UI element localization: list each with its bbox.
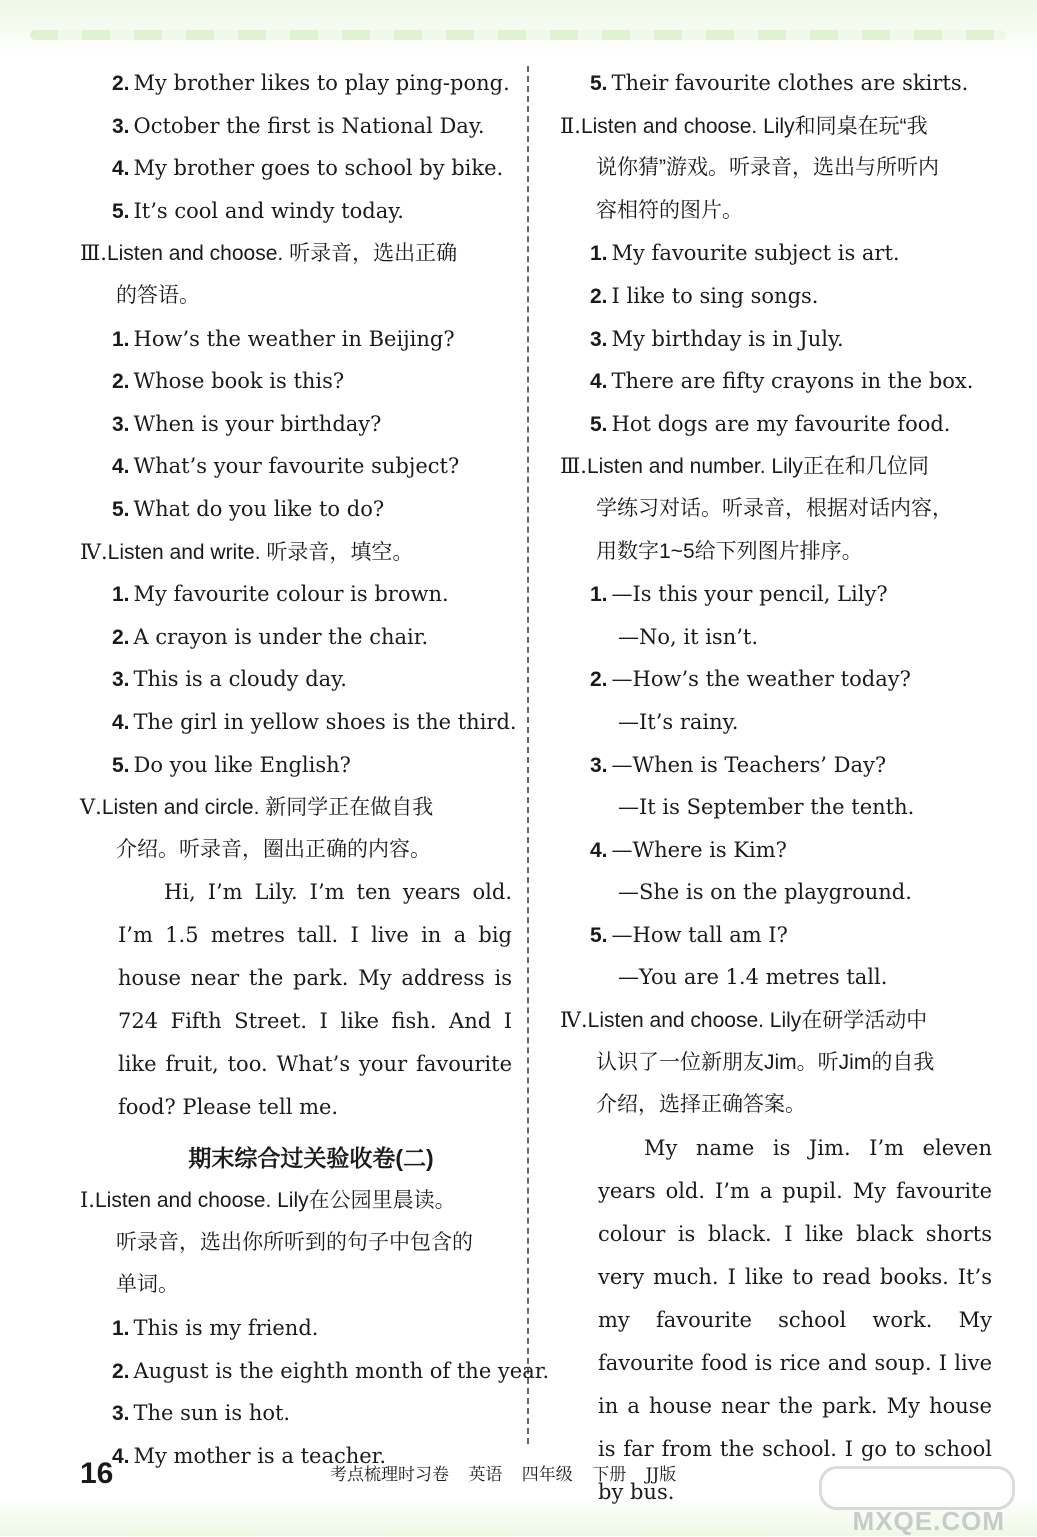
section-heading-continuation: 容相符的图片。: [596, 198, 743, 222]
section-heading-continuation: 介绍。听录音，圈出正确的内容。: [116, 837, 431, 861]
top-decoration-band: [0, 0, 1037, 52]
section-heading-continuation: 介绍，选择正确答案。: [596, 1093, 806, 1117]
dialogue-answer: —It is September the tenth.: [618, 795, 915, 820]
section-heading-4-right: Ⅳ.Listen and choose. Lily在研学活动中: [560, 1008, 928, 1033]
list-item: 1. How’s the weather in Beijing?: [112, 326, 455, 351]
section-heading-continuation: 用数字1~5给下列图片排序。: [596, 539, 863, 563]
list-item: 5. Their favourite clothes are skirts.: [590, 71, 969, 95]
section-heading-2: Ⅱ.Listen and choose. Lily和同桌在玩“我: [560, 113, 928, 138]
list-item: 5. Do you like English?: [112, 752, 351, 777]
section-heading-continuation: 学练习对话。听录音，根据对话内容，: [596, 496, 953, 520]
list-item: 4. My brother goes to school by bike.: [112, 156, 504, 181]
list-item: 5. Hot dogs are my favourite food.: [590, 411, 951, 436]
section-heading-continuation: 单词。: [116, 1273, 179, 1297]
dialogue-question: 2. —How’s the weather today?: [590, 667, 911, 692]
list-item: 2. Whose book is this?: [112, 369, 345, 394]
watermark-badge-icon: [819, 1466, 1015, 1510]
book-info: 考点梳理时习卷 英语 四年级 下册 JJ版: [330, 1465, 677, 1485]
dialogue-question: 4. —Where is Kim?: [590, 837, 787, 862]
page-number: 16: [80, 1457, 114, 1490]
exam-title: 期末综合过关验收卷(二): [188, 1145, 434, 1172]
list-item: 3. October the first is National Day.: [112, 113, 485, 138]
section-heading-5: Ⅴ.Listen and circle. 新同学正在做自我: [80, 795, 434, 820]
wave-decoration: [30, 30, 1007, 40]
dialogue-question: 1. —Is this your pencil, Lily?: [590, 582, 888, 607]
list-item: 4. There are fifty crayons in the box.: [590, 369, 974, 394]
list-item: 2. A crayon is under the chair.: [112, 624, 429, 649]
section-heading-3: Ⅲ.Listen and choose. 听录音，选出正确: [80, 241, 458, 266]
list-item: 2. My brother likes to play ping-pong.: [112, 71, 510, 95]
column-divider: [527, 66, 529, 1444]
list-item: 2. I like to sing songs.: [590, 283, 819, 308]
list-item: 4. What’s your favourite subject?: [112, 454, 460, 479]
right-column: [560, 62, 992, 1514]
list-item: 3. This is a cloudy day.: [112, 667, 347, 692]
section-heading-continuation: 认识了一位新朋友Jim。听Jim的自我: [596, 1050, 935, 1074]
section-heading-continuation: 说你猜”游戏。听录音，选出与所听内: [596, 156, 939, 180]
watermark-logo: [825, 1486, 1025, 1536]
dialogue-question: 3. —When is Teachers’ Day?: [590, 752, 887, 777]
list-item: 5. It’s cool and windy today.: [112, 198, 404, 223]
passage-lily: Hi, I’m Lily. I’m ten years old. I’m 1.5 metres tall. I live in a big house near the park. My address is 724 Fifth Street. I like fish. And I like fruit, too. What’s your favourite food? Please tell me.: [118, 880, 512, 1120]
list-item: 5. What do you like to do?: [112, 496, 385, 521]
list-item: 2. August is the eighth month of the year.: [112, 1358, 550, 1383]
list-item: 4. The girl in yellow shoes is the third.: [112, 709, 517, 734]
section-heading-3-right: Ⅲ.Listen and number. Lily正在和几位同: [560, 454, 929, 479]
dialogue-answer: —You are 1.4 metres tall.: [618, 965, 888, 990]
dialogue-answer: —No, it isn’t.: [618, 624, 759, 649]
list-item: 3. When is your birthday?: [112, 411, 382, 436]
section-heading-1: Ⅰ.Listen and choose. Lily在公园里晨读。: [80, 1188, 456, 1213]
left-column: [80, 62, 550, 1477]
list-item: 3. My birthday is in July.: [590, 326, 844, 351]
section-heading-continuation: 的答语。: [116, 283, 200, 307]
section-heading-continuation: 听录音，选出你所听到的句子中包含的: [116, 1230, 473, 1254]
list-item: 4. My mother is a teacher.: [112, 1443, 387, 1468]
list-item: 1. My favourite colour is brown.: [112, 582, 449, 607]
section-heading-4: Ⅳ.Listen and write. 听录音，填空。: [80, 539, 414, 564]
list-item: 1. My favourite subject is art.: [590, 241, 900, 266]
list-item: 1. This is my friend.: [112, 1316, 319, 1341]
watermark-url: MXQE.COM: [852, 1506, 1005, 1536]
dialogue-answer: —It’s rainy.: [618, 709, 739, 734]
list-item: 3. The sun is hot.: [112, 1401, 291, 1426]
passage-jim: My name is Jim. I’m eleven years old. I’m a pupil. My favourite colour is black. I like black shorts very much. I like to read books. It’s my favourite school work. My favourite food is rice and soup. I live in a house near the park. My house is far from the school. I go to school by bus.: [598, 1135, 992, 1504]
dialogue-answer: —She is on the playground.: [618, 880, 912, 905]
dialogue-question: 5. —How tall am I?: [590, 922, 788, 947]
